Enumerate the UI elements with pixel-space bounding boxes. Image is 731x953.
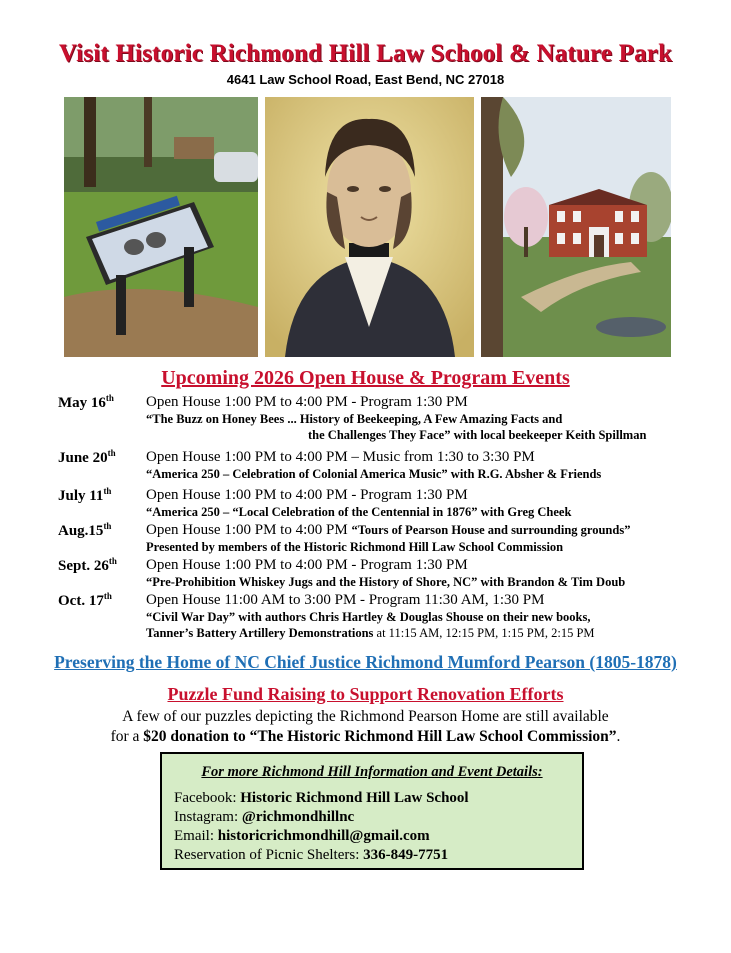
event-may <box>58 393 718 448</box>
event-time: Open House 1:00 PM to 4:00 PM - Program 1:30 PM <box>146 557 468 573</box>
page-title: Visit Historic Richmond Hill Law School & Nature Park <box>58 40 673 67</box>
email-link[interactable]: historicrichmondhill@gmail.com <box>217 828 430 844</box>
event-date: Aug.15th <box>58 521 112 539</box>
event-date: May 16th <box>58 393 114 411</box>
event-july <box>58 486 718 521</box>
event-detail: “America 250 – “Local Celebration of the Centennial in 1876” with Greg Cheek <box>146 505 572 519</box>
email-row: Email: historicrichmondhill@gmail.com <box>174 828 430 844</box>
events-list <box>58 393 718 645</box>
pearson-house-painting <box>481 97 671 357</box>
event-time: Open House 1:00 PM to 4:00 PM - Program 1:30 PM <box>146 394 468 410</box>
events-heading: Upcoming 2026 Open House & Program Events <box>161 367 570 389</box>
event-detail: Tanner’s Battery Artillery Demonstrations at 11:15 AM, 12:15 PM, 1:15 PM, 2:15 PM <box>146 626 595 640</box>
event-date: Sept. 26th <box>58 556 117 574</box>
event-detail: “Pre-Prohibition Whiskey Jugs and the History of Shore, NC” with Brandon & Tim Doub <box>146 575 626 589</box>
event-date: Oct. 17th <box>58 591 112 609</box>
event-aug <box>58 521 718 556</box>
event-date: July 11th <box>58 486 112 504</box>
puzzle-description <box>0 707 731 747</box>
event-inline-title: “Tours of Pearson House and surrounding grounds” <box>351 523 631 537</box>
puzzle-line: A few of our puzzles depicting the Richmond Pearson Home are still available <box>122 708 609 725</box>
info-box <box>160 752 584 870</box>
event-time: Open House 1:00 PM to 4:00 PM – Music from 1:30 to 3:30 PM <box>146 449 535 465</box>
event-time: Open House 1:00 PM to 4:00 PM - Program 1:30 PM <box>146 487 468 503</box>
phone-number[interactable]: 336-849-7751 <box>363 847 449 863</box>
event-sept <box>58 556 718 591</box>
historical-marker-photo <box>64 97 258 357</box>
event-date: June 20th <box>58 448 116 466</box>
event-time: Open House 1:00 PM to 4:00 PM “Tours of Pearson House and surrounding grounds” <box>146 522 631 538</box>
facebook-row: Facebook: Historic Richmond Hill Law School <box>174 790 469 806</box>
puzzle-heading: Puzzle Fund Raising to Support Renovation Efforts <box>167 684 564 704</box>
address: 4641 Law School Road, East Bend, NC 27018 <box>226 72 505 87</box>
puzzle-line: for a $20 donation to “The Historic Richmond Hill Law School Commission”. <box>110 728 621 745</box>
event-detail: the Challenges They Face” with local beekeeper Keith Spillman <box>308 428 647 442</box>
event-detail: “Civil War Day” with authors Chris Hartley & Douglas Shouse on their new books, <box>146 610 591 624</box>
event-detail: Presented by members of the Historic Richmond Hill Law School Commission <box>146 540 564 554</box>
portrait-photo <box>265 97 474 357</box>
event-june <box>58 448 718 486</box>
event-oct <box>58 591 718 645</box>
instagram-row: Instagram: @richmondhillnc <box>174 809 355 825</box>
event-detail: “The Buzz on Honey Bees ... History of Beekeeping, A Few Amazing Facts and <box>146 412 563 426</box>
event-time: Open House 11:00 AM to 3:00 PM - Program 11:30 AM, 1:30 PM <box>146 592 545 608</box>
instagram-link[interactable]: @richmondhillnc <box>241 809 355 825</box>
facebook-link[interactable]: Historic Richmond Hill Law School <box>240 790 469 806</box>
preserving-banner: Preserving the Home of NC Chief Justice Richmond Mumford Pearson (1805-1878) <box>54 652 677 672</box>
event-detail: “America 250 – Celebration of Colonial America Music” with R.G. Absher & Friends <box>146 467 602 481</box>
shelter-row: Reservation of Picnic Shelters: 336-849-7751 <box>174 847 449 863</box>
info-heading: For more Richmond Hill Information and Event Details: <box>201 764 543 780</box>
